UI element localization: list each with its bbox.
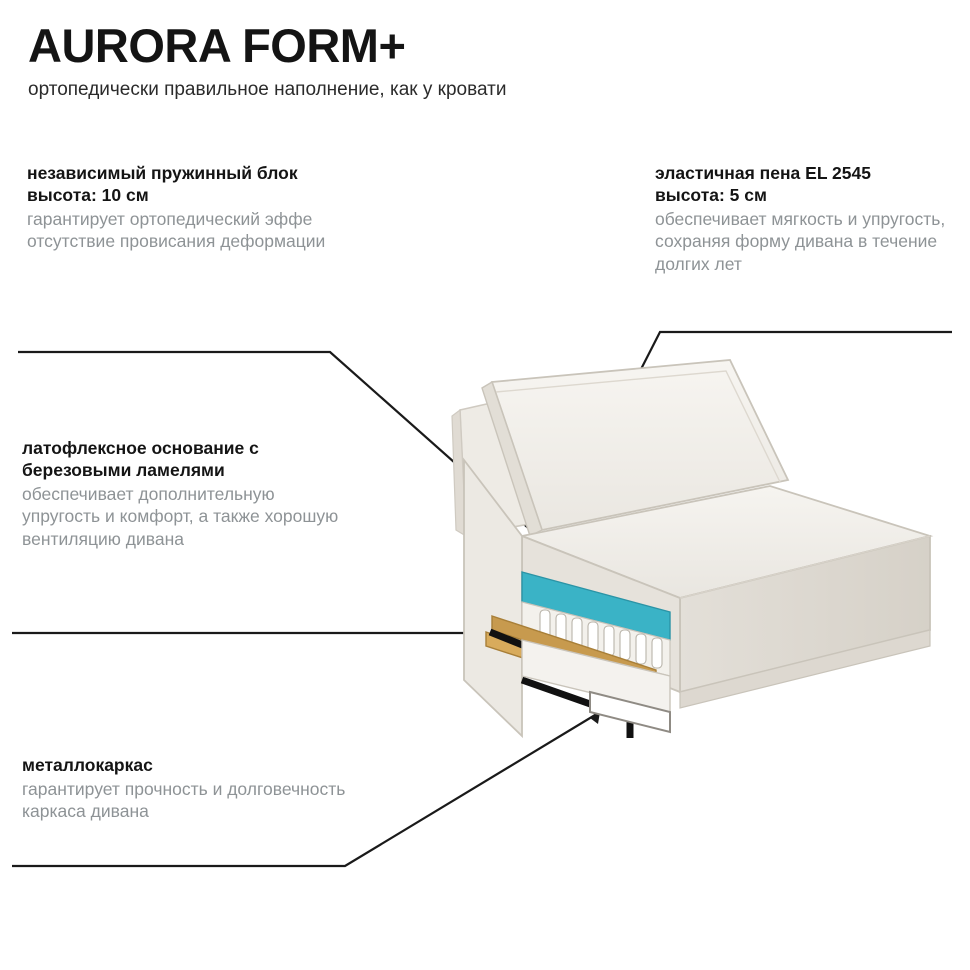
callout-foam-body: обеспечивает мягкость и упругость, сохраняя форму дивана в течение долгих лет (655, 208, 946, 274)
callout-metal-frame (22, 755, 352, 823)
page-title: AURORA FORM+ (28, 19, 406, 72)
callout-foam (655, 163, 955, 275)
callout-foam-subheading: высота: 5 см (655, 184, 767, 205)
callout-lattice-heading: латофлексное основание с березовыми ламелями (22, 438, 259, 480)
callout-spring-heading: независимый пружинный блок (27, 163, 298, 183)
callout-spring-body: гарантирует ортопедический эффе отсутствие провисания деформации (27, 208, 326, 252)
callout-foam-heading: эластичная пена EL 2545 (655, 163, 871, 183)
sofa-cutaway-illustration (430, 340, 950, 780)
callout-lattice-base (22, 438, 352, 550)
callout-spring-block (27, 163, 347, 253)
page-subtitle: ортопедически правильное наполнение, как у кровати (28, 79, 507, 100)
callout-frame-heading: металлокаркас (22, 755, 153, 775)
callout-spring-subheading: высота: 10 см (27, 184, 149, 205)
header (28, 19, 928, 102)
callout-lattice-body: обеспечивает дополнительную упругость и комфорт, а также хорошую вентиляцию дивана (22, 483, 339, 549)
callout-frame-body: гарантирует прочность и долговечность каркаса дивана (22, 778, 346, 822)
